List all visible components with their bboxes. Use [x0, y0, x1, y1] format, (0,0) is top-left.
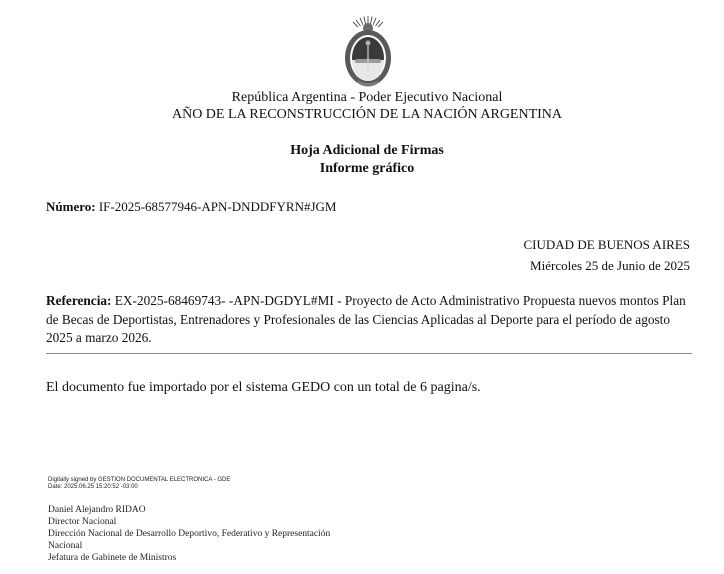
header-government: República Argentina - Poder Ejecutivo Nacional [231, 90, 503, 105]
import-statement: El documento fue importado por el sistema GEDO con un total de 6 pagina/s. [46, 380, 481, 395]
document-number-row [46, 199, 336, 215]
digital-signature-stamp [48, 477, 230, 491]
reference-text: EX-2025-68469743- -APN-DGDYL#MI - Proyecto de Acto Administrativo Propuesta nuevos montos Plan de Becas de Deportistas, Entrenadores y Profesionales de las Ciencias Aplicadas al Deporte para el período de agosto 2025 a marzo 2026. [46, 293, 686, 345]
signer-block [48, 504, 330, 564]
reference-block [46, 292, 696, 348]
document-number-label: Número: [46, 199, 96, 214]
document-city: CIUDAD DE BUENOS AIRES [523, 237, 690, 252]
signature-stamp-date: Date: 2025.06.25 15:20:52 -03:00 [48, 484, 138, 490]
document-subtitle: Informe gráfico [319, 161, 415, 176]
signer-role: Director Nacional [48, 517, 117, 527]
document-date: Miércoles 25 de Junio de 2025 [530, 258, 690, 273]
header-year-motto: AÑO DE LA RECONSTRUCCIÓN DE LA NACIÓN ARGENTINA [171, 107, 563, 122]
signer-name: Daniel Alejandro RIDAO [48, 505, 146, 515]
signer-office-line2: Nacional [48, 541, 83, 551]
signature-stamp-signer: Digitally signed by GESTION DOCUMENTAL ELECTRONICA - GDE [48, 477, 231, 483]
coat-of-arms-icon [343, 14, 393, 90]
section-divider [46, 353, 692, 354]
signer-office-line1: Dirección Nacional de Desarrollo Deportivo, Federativo y Representación [48, 529, 331, 539]
document-number-value: IF-2025-68577946-APN-DNDDFYRN#JGM [98, 199, 337, 214]
reference-label: Referencia: [46, 293, 112, 308]
signer-department: Jefatura de Gabinete de Ministros [48, 553, 177, 563]
document-title: Hoja Adicional de Firmas [290, 143, 444, 158]
